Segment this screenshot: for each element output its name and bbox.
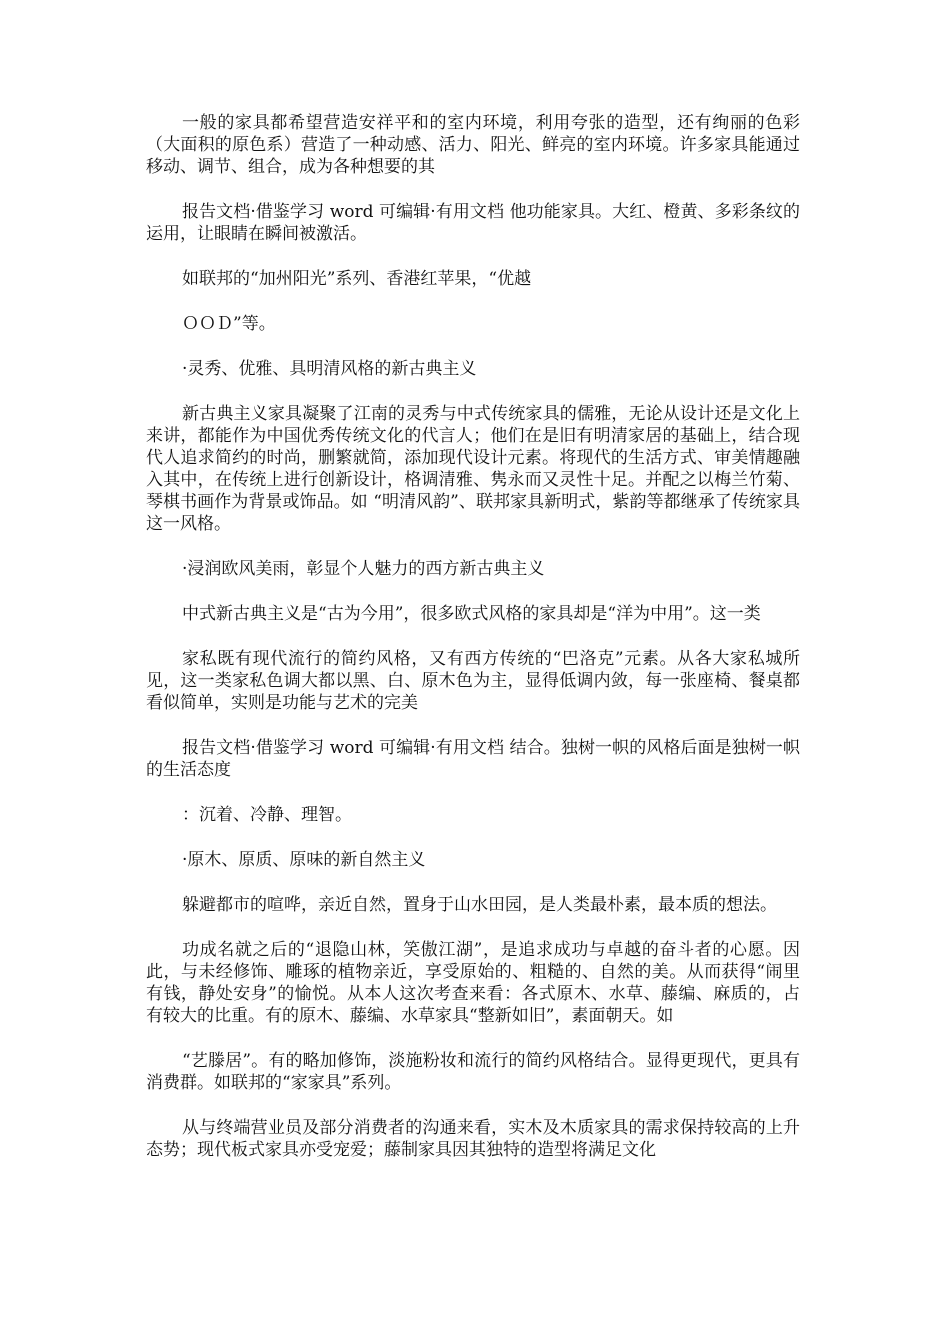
paragraph: 如联邦的“加州阳光”系列、香港红苹果，“优越 <box>182 269 532 289</box>
paragraph: 从与终端营业员及部分消费者的沟通来看，实木及木质家具的需求保持较高的上升态势；现代板式家具亦受宠爱；藤制家具因其独特的造型将满足文化 <box>146 1118 800 1160</box>
paragraph: ＯＯＤ”等。 <box>182 314 276 334</box>
paragraph: 躲避都市的喧哗，亲近自然，置身于山水田园，是人类最朴素，最本质的想法。 <box>182 895 777 915</box>
paragraph: 一般的家具都希望营造安祥平和的室内环境，利用夸张的造型，还有绚丽的色彩（大面积的原色系）营造了一种动感、活力、阳光、鲜亮的室内环境。许多家具能通过移动、调节、组合，成为各种想要的其 <box>146 113 800 177</box>
paragraph: 家私既有现代流行的简约风格，又有西方传统的“巴洛克”元素。从各大家私城所见，这一类家私色调大都以黑、白、原木色为主，显得低调内敛，每一张座椅、餐桌都看似简单，实则是功能与艺术的完美 <box>146 649 800 713</box>
section-heading: ·浸润欧风美雨，彰显个人魅力的西方新古典主义 <box>182 559 545 579</box>
paragraph: ：沉着、冷静、理智。 <box>182 805 352 825</box>
paragraph: 报告文档·借鉴学习 word 可编辑·有用文档 结合。独树一帜的风格后面是独树一帜的生活态度 <box>146 738 800 780</box>
paragraph: 功成名就之后的“退隐山林，笑傲江湖”，是追求成功与卓越的奋斗者的心愿。因此，与未经修饰、雕琢的植物亲近，享受原始的、粗糙的、自然的美。从而获得“闹里有钱，静处安身”的愉悦。从本人这次考查来看：各式原木、水草、藤编、麻质的，占有较大的比重。有的原木、藤编、水草家具“整新如旧”，素面朝天。如 <box>146 940 800 1026</box>
section-heading: ·灵秀、优雅、具明清风格的新古典主义 <box>182 359 477 379</box>
paragraph: 新古典主义家具凝聚了江南的灵秀与中式传统家具的儒雅，无论从设计还是文化上来讲，都能作为中国优秀传统文化的代言人；他们在是旧有明清家居的基础上，结合现代人追求简约的时尚，删繁就简，添加现代设计元素。将现代的生活方式、审美情趣融入其中，在传统上进行创新设计，格调清雅、隽永而又灵性十足。并配之以梅兰竹菊、琴棋书画作为背景或饰品。如 “明清风韵”、联邦家具新明式，紫韵等都继承了传统家具这一风格。 <box>146 404 800 534</box>
section-heading: ·原木、原质、原味的新自然主义 <box>182 850 426 870</box>
paragraph: 报告文档·借鉴学习 word 可编辑·有用文档 他功能家具。大红、橙黄、多彩条纹的运用，让眼睛在瞬间被激活。 <box>146 202 800 244</box>
paragraph: 中式新古典主义是“古为今用”，很多欧式风格的家具却是“洋为中用”。这一类 <box>182 604 761 624</box>
document-body <box>146 112 800 1161</box>
paragraph: “艺滕居”。有的略加修饰，淡施粉妆和流行的简约风格结合。显得更现代，更具有消费群。如联邦的“家家具”系列。 <box>146 1051 800 1093</box>
